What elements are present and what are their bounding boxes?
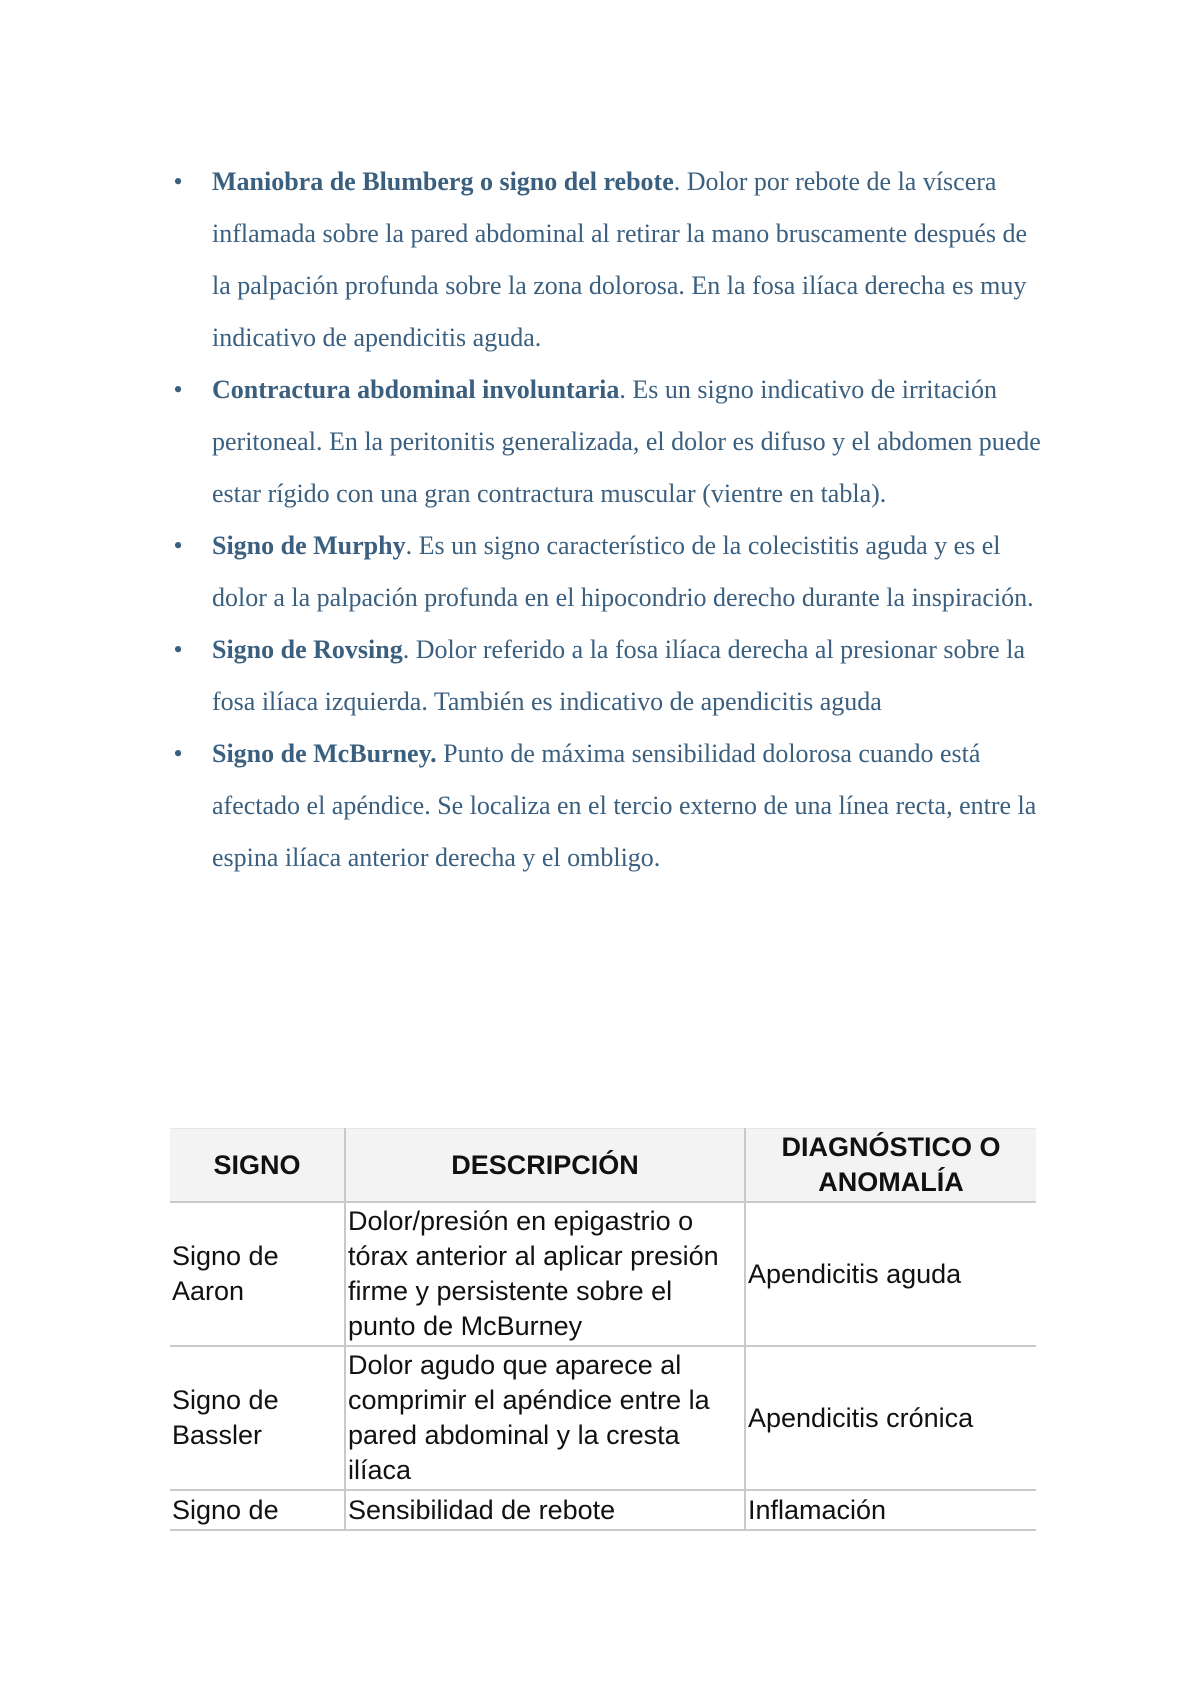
cell-sign: Signo de bbox=[170, 1490, 345, 1530]
bullet-text: . Dolor referido a la fosa ilíaca derecha al presionar sobre la fosa ilíaca izquierda. También es indicativo de apendicitis aguda bbox=[212, 635, 1025, 716]
cell-sign: Signo de Aaron bbox=[170, 1202, 345, 1346]
bullet-dot-icon: • bbox=[173, 739, 183, 768]
bullet-term: Signo de Murphy bbox=[212, 531, 406, 560]
bullet-dot-icon: • bbox=[173, 635, 183, 664]
cell-description: Sensibilidad de rebote bbox=[345, 1490, 745, 1530]
table-row bbox=[170, 1202, 1036, 1346]
cell-diagnosis: Apendicitis crónica bbox=[745, 1346, 1036, 1490]
bullet-text: . Es un signo característico de la colecistitis aguda y es el dolor a la palpación profunda en el hipocondrio derecho durante la inspiración. bbox=[212, 531, 1034, 612]
table-header-row bbox=[170, 1129, 1036, 1203]
bullet-term: Maniobra de Blumberg o signo del rebote bbox=[212, 167, 674, 196]
bullet-dot-icon: • bbox=[173, 531, 183, 560]
bullet-item-rovsing bbox=[170, 624, 1050, 728]
bullet-item-blumberg bbox=[170, 156, 1050, 364]
cell-description: Dolor agudo que aparece al comprimir el apéndice entre la pared abdominal y la cresta ilíaca bbox=[345, 1346, 745, 1490]
header-sign: SIGNO bbox=[170, 1129, 345, 1203]
bullet-dot-icon: • bbox=[173, 167, 183, 196]
bullet-term: Signo de Rovsing bbox=[212, 635, 403, 664]
bullet-term: Contractura abdominal involuntaria bbox=[212, 375, 620, 404]
signs-bullet-list bbox=[170, 156, 1050, 884]
signs-table bbox=[170, 1128, 1036, 1531]
header-description: DESCRIPCIÓN bbox=[345, 1129, 745, 1203]
bullet-term: Signo de McBurney. bbox=[212, 739, 437, 768]
cell-sign: Signo de Bassler bbox=[170, 1346, 345, 1490]
bullet-text: Punto de máxima sensibilidad dolorosa cuando está afectado el apéndice. Se localiza en el tercio externo de una línea recta, entre la espina ilíaca anterior derecha y el ombligo. bbox=[212, 739, 1037, 872]
header-diagnosis: DIAGNÓSTICO O ANOMALÍA bbox=[745, 1129, 1036, 1203]
cell-diagnosis: Inflamación bbox=[745, 1490, 1036, 1530]
bullet-item-murphy bbox=[170, 520, 1050, 624]
bullet-text: . Dolor por rebote de la víscera inflamada sobre la pared abdominal al retirar la mano bruscamente después de la palpación profunda sobre la zona dolorosa. En la fosa ilíaca derecha es muy indicativo de apendicitis aguda. bbox=[212, 167, 1028, 352]
table-row bbox=[170, 1346, 1036, 1490]
bullet-item-contractura bbox=[170, 364, 1050, 520]
bullet-item-mcburney bbox=[170, 728, 1050, 884]
cell-diagnosis: Apendicitis aguda bbox=[745, 1202, 1036, 1346]
table-row bbox=[170, 1490, 1036, 1530]
bullet-dot-icon: • bbox=[173, 375, 183, 404]
cell-description: Dolor/presión en epigastrio o tórax anterior al aplicar presión firme y persistente sobre el punto de McBurney bbox=[345, 1202, 745, 1346]
bullet-text: . Es un signo indicativo de irritación peritoneal. En la peritonitis generalizada, el dolor es difuso y el abdomen puede estar rígido con una gran contractura muscular (vientre en tabla). bbox=[212, 375, 1041, 508]
